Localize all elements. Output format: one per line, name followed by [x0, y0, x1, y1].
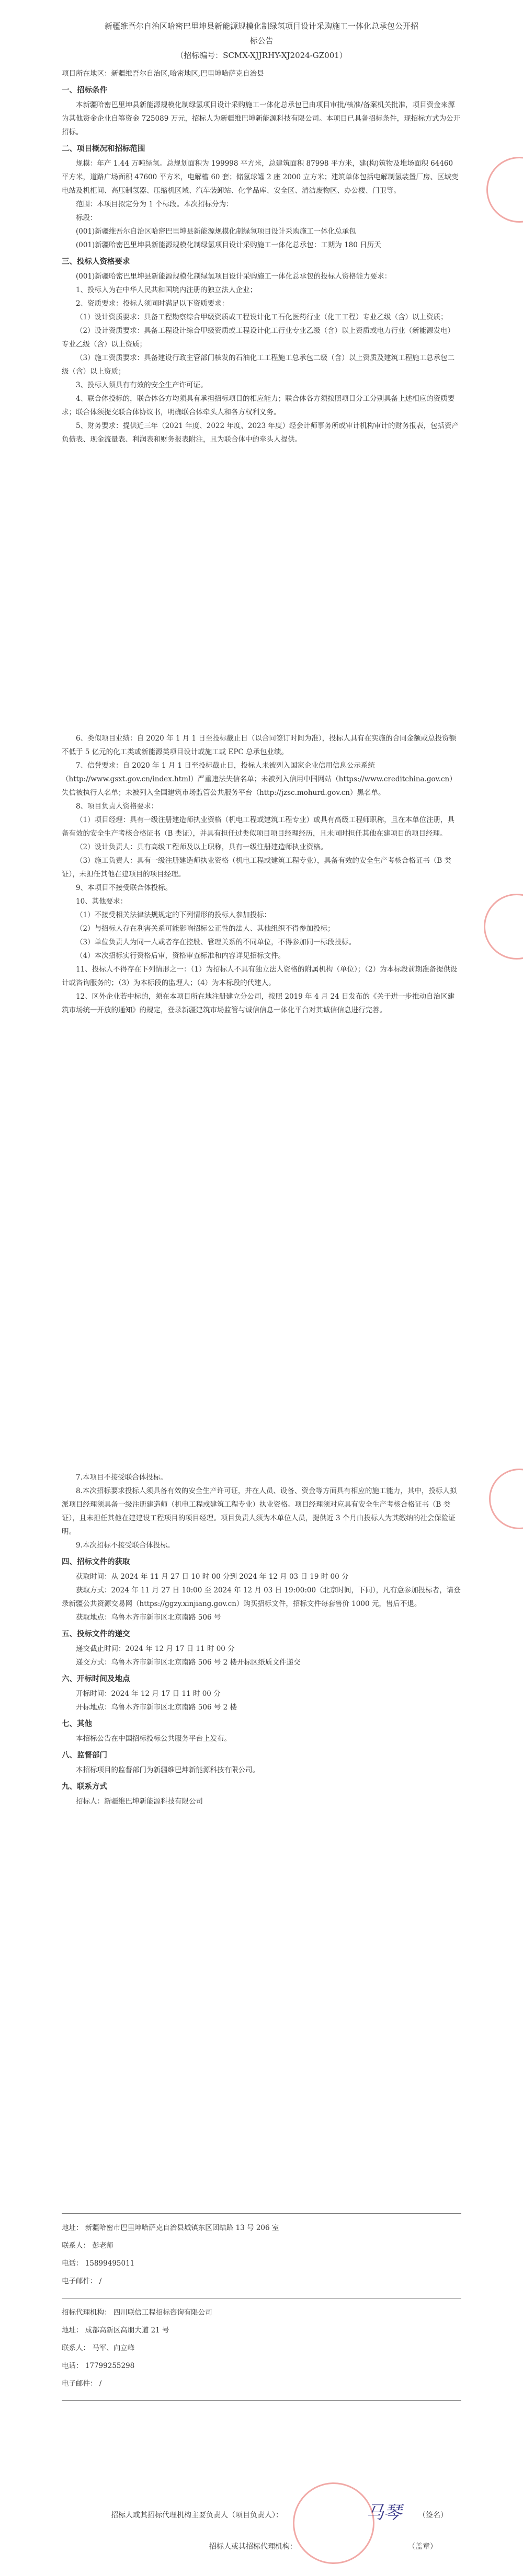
document-page-1: [0, 0, 523, 721]
tenderer-label: 招标人：: [76, 1797, 104, 1806]
tender-number: （招标编号：SCMX-XJJRHY-XJ2024-GZ001）: [176, 51, 347, 60]
signature-line-1-label: 招标人或其招标代理机构主要负责人（项目负责人）：: [111, 2511, 283, 2520]
opening-time: 开标时间：2024 年 12 月 17 日 11 时 00 分: [76, 1690, 221, 1698]
opening-place: 开标地点：乌鲁木齐市新市区北京南路 506 号 2 楼: [76, 1703, 237, 1712]
requirement-4: 4、联合体投标的，联合体各方均须具有承担招标项目的相应能力；联合体各方须按照项目分工分别具备上述相应的资质要求；联合体须提交联合体协议书，明确联合体牵头人和各方权利义务。: [62, 395, 455, 417]
handwritten-signature-text: 马琴: [366, 2502, 402, 2523]
requirement-8-3: （3）施工负责人：具有一级注册建造师执业资格（机电工程或建筑工程专业），具备有效的安全生产考核合格证书（B 类证），未担任其他在建项目的项目经理。: [62, 857, 452, 879]
requirement-8: 8、项目负责人资格要求：: [76, 802, 158, 811]
section-8-text: 本招标项目的监督部门为新疆维巴坤新能源科技有限公司。: [76, 1766, 259, 1774]
tenderer-line: [62, 1795, 461, 1808]
document-page-3: [0, 1458, 523, 2190]
document-page-4: [0, 2190, 523, 2576]
page-4-content: [62, 2211, 461, 2406]
page-title: [62, 19, 461, 63]
company-seal-stamp: [484, 894, 523, 960]
requirement-c-9: 9.本次招标不接受联合体投标。: [76, 1541, 175, 1550]
handwritten-signature: [366, 2498, 402, 2524]
divider-line: [62, 2297, 461, 2298]
tenderer-name: 新疆维巴坤新能源科技有限公司: [104, 1797, 203, 1806]
section-2-lot-name: (001)新疆维吾尔自治区哈密巴里坤县新能源规模化制绿氢项目设计采购施工一体化总承包: [76, 227, 356, 236]
owner-phone: 电话： 15899495011: [62, 2259, 135, 2268]
section-2-lot: 标段：: [76, 214, 97, 222]
page-2-content: [62, 732, 461, 1017]
section-9-heading: 九、联系方式: [62, 1782, 107, 1791]
signature-line-2: [209, 2541, 297, 2551]
tender-doc-place: 获取地点：乌鲁木齐市新市区北京南路 506 号: [76, 1613, 221, 1622]
requirement-2-2: （2）设计资质要求：具备工程设计综合甲级资质或工程设计化工行业专业乙级（含）以上资质或电力行业（新能源发电）专业乙级（含）以上资质；: [62, 327, 455, 349]
requirement-10-3: （3）单位负责人为同一人或者存在控股、管理关系的不同单位，不得参加同一标段投标。: [76, 938, 356, 946]
submission-deadline: 递交截止时间：2024 年 12 月 17 日 11 时 00 分: [76, 1645, 235, 1653]
section-1-text: 本新疆哈密巴里坤县新能源规模化制绿氢项目设计采购施工一体化总承包已由项目审批/核准/备案机关批准，项目资金来源为其他资金企业自筹资金 725089 万元，招标人为新疆维巴坤新能源科技有限公司。本项目已具备招标条件，现招标方式为公开招标。: [62, 101, 461, 136]
title-line-2: 标公告: [249, 36, 274, 45]
agent-name: 招标代理机构： 四川联信工程招标咨询有限公司: [62, 2308, 212, 2317]
signature-line-1-suffix: （签名）: [418, 2511, 448, 2520]
tender-doc-method: 获取方式：2024 年 11 月 27 日 10:00 至 2024 年 12 月 03 日 19:00:00（北京时间，下同），凡有意参加投标者，请登录新疆公共资源交易网（https://ggzy.xinjiang.gov.cn）购买招标文件，招标文件每套售价 1000 元，售后不退。: [62, 1586, 461, 1608]
section-5-heading: 五、投标文件的递交: [62, 1630, 130, 1638]
section-2-heading: 二、项目概况和招标范围: [62, 144, 145, 153]
requirement-10-1: （1）不接受相关法律法规规定的下列情形的投标人参加投标：: [76, 911, 271, 919]
section-3-heading: 三、投标人资格要求: [62, 257, 130, 266]
section-2-lot-period: (001)新疆哈密巴里坤县新能源规模化制绿氢项目设计采购施工一体化总承包：工期为 180 日历天: [76, 241, 381, 249]
requirement-6: 6、类似项目业绩：自 2020 年 1 月 1 日至投标截止日（以合同签订时间为准），投标人具有在实施的合同金额或总投资额不低于 5 亿元的化工类或新能源类项目设计或施工或 EPC 总承包业绩。: [62, 734, 457, 756]
project-location: 项目所在地区：新疆维吾尔自治区,哈密地区,巴里坤哈萨克自治县: [62, 70, 264, 78]
requirement-12: 12、区外企业若中标的，须在本项目所在地注册建立分公司，按照 2019 年 4 月 24 日发布的《关于进一步推动自治区建筑市场统一开放的通知》的规定，登录新疆建筑市场监管与诚信信息一体化平台对其诚信信息进行完善。: [62, 992, 455, 1014]
signature-area: [0, 2482, 523, 2571]
agent-contact: 联系人： 马军、向立峰: [62, 2344, 135, 2352]
section-7-text: 本招标公告在中国招标投标公共服务平台上发布。: [76, 1735, 231, 1743]
requirement-10: 10、其他要求：: [76, 897, 128, 906]
section-2-scope: 范围：本项目拟定分为 1 个标段。本次招标分为：: [76, 200, 233, 209]
agent-email: 电子邮件： /: [62, 2379, 102, 2388]
requirement-c-8: 8.本次招标要求投标人须具备有效的安全生产许可证，并在人员、设备、资金等方面具有相应的施工能力，其中，投标人拟派项目经理须具备一级注册建造师（机电工程或建筑工程专业）执业资格。项目经理须对应具有安全生产考核合格证书（B 类证），且未担任其他在建建设工程项目的项目经理。项目负责人须为本单位人员，提供近 3 个月由投标人为其缴纳的社会保险证明。: [62, 1487, 457, 1536]
section-6-heading: 六、开标时间及地点: [62, 1674, 130, 1683]
section-3-lot-requirements: (001)新疆哈密巴里坤县新能源规模化制绿氢项目设计采购施工一体化总承包的投标人资格能力要求：: [76, 272, 392, 281]
requirement-8-2: （2）设计负责人：具有高级工程师及以上职称，具有一级注册建造师执业资格。: [76, 843, 328, 851]
signature-line-2-suffix: （盖章）: [408, 2543, 437, 2551]
tender-doc-time: 获取时间：从 2024 年 11 月 27 日 10 时 00 分到 2024 年 12 月 03 日 19 时 00 分: [76, 1573, 349, 1581]
agent-address: 地址： 成都高新区高朋大道 21 号: [62, 2326, 169, 2335]
page-1-content: [62, 15, 461, 446]
section-8-heading: 八、监督部门: [62, 1751, 107, 1760]
submission-method: 递交方式：乌鲁木齐市新市区北京南路 506 号 2 楼开标区纸质文件递交: [76, 1658, 301, 1667]
signature-line-2-label: 招标人或其招标代理机构：: [209, 2543, 297, 2551]
owner-email: 电子邮件： /: [62, 2277, 102, 2285]
requirement-11: 11、投标人不得存在下列情形之一：（1）为招标人不具有独立法人资格的附属机构（单位）；（2）为本标段前期准备提供设计或咨询服务的；（3）为本标段的监理人；（4）为本标段的代建人。: [62, 965, 458, 987]
agency-seal-stamp: [293, 2482, 374, 2564]
requirement-2-1: （1）设计资质要求：具备工程勘察综合甲级资质或工程设计化工石化医药行业（化工工程）专业乙级（含）以上资质；: [76, 313, 448, 321]
requirement-c-7: 7.本项目不接受联合体投标。: [76, 1473, 167, 1482]
requirement-10-4: （4）本次招标实行资格后审，资格审查标准和内容详见招标文件。: [76, 952, 286, 960]
requirement-2: 2、资质要求：投标人须同时满足以下资质要求：: [76, 299, 229, 308]
owner-address: 地址： 新疆哈密市巴里坤哈萨克自治县城镇东区团结路 13 号 206 室: [62, 2224, 279, 2232]
requirement-9: 9、本项目不接受联合体投标。: [76, 884, 173, 892]
requirement-5: 5、财务要求：提供近三年（2021 年度、2022 年度、2023 年度）经会计师事务所或审计机构审计的财务报表，包括资产负债表、现金流量表、利润表和财务报表附注，且为联合体中的牵头人提供。: [62, 422, 459, 444]
title-line-1: 新疆维吾尔自治区哈密巴里坤县新能源规模化制绿氢项目设计采购施工一体化总承包公开招: [104, 21, 418, 31]
section-2-text: 规模：年产 1.44 万吨绿氢。总规划面积为 199998 平方米，总建筑面积 87998 平方米，建(构)筑物及堆场面积 64460 平方米，道路广场面积 47600 平方米，电解槽 60 套；储氢球罐 2 座 2000 立方米；建筑单体包括电解制氢装置厂房、区域变电站及机柜间、高压制氢器、压缩机区域、汽车装卸站、化学品库、安全区、清洁废物区、办公楼、门卫等。: [62, 159, 459, 195]
requirement-1: 1、投标人为在中华人民共和国境内注册的独立法人企业；: [76, 286, 257, 294]
requirement-2-3: （3）施工资质要求：具备建设行政主管部门核发的石油化工工程施工总承包二级（含）以上资质及建筑工程施工总承包二级（含）以上资质；: [62, 354, 455, 376]
divider-line: [62, 2213, 461, 2214]
company-seal-stamp: [489, 1469, 523, 1529]
agent-phone: 电话： 17799255298: [62, 2362, 135, 2370]
divider-line: [62, 2400, 461, 2401]
requirement-10-2: （2）与招标人存在利害关系可能影响招标公正性的法人、其他组织不得参加投标；: [76, 925, 335, 933]
section-4-heading: 四、招标文件的获取: [62, 1557, 130, 1566]
company-seal-stamp: [486, 157, 523, 223]
requirement-3: 3、投标人须具有有效的安全生产许可证。: [76, 381, 208, 389]
requirement-7: 7、信誉要求：自 2020 年 1 月 1 日至投标截止日，投标人未被列入国家企业信用信息公示系统（http://www.gsxt.gov.cn/index.html）严重违法失信名单；未被列入信用中国网站（https://www.creditchina.gov.cn）失信被执行人名单；未被列入全国建筑市场监管公共服务平台（http://jzsc.mohurd.gov.cn）黑名单。: [62, 761, 457, 797]
requirement-8-1: （1）项目经理：具有一级注册建造师执业资格（机电工程或建筑工程专业）或具有高级工程师职称，且在本单位注册，具备有效的安全生产考核合格证书（B 类证），并具有担任过类似项目项目经理经历，且未同时担任其他在建项目的项目经理。: [62, 816, 455, 838]
owner-contact: 联系人： 彭老师: [62, 2242, 113, 2250]
signature-line-1: [111, 2510, 283, 2520]
section-7-heading: 七、其他: [62, 1719, 92, 1728]
section-1-heading: 一、招标条件: [62, 86, 107, 95]
page-3-content: [62, 1471, 461, 1808]
document-page-2: [0, 721, 523, 1458]
